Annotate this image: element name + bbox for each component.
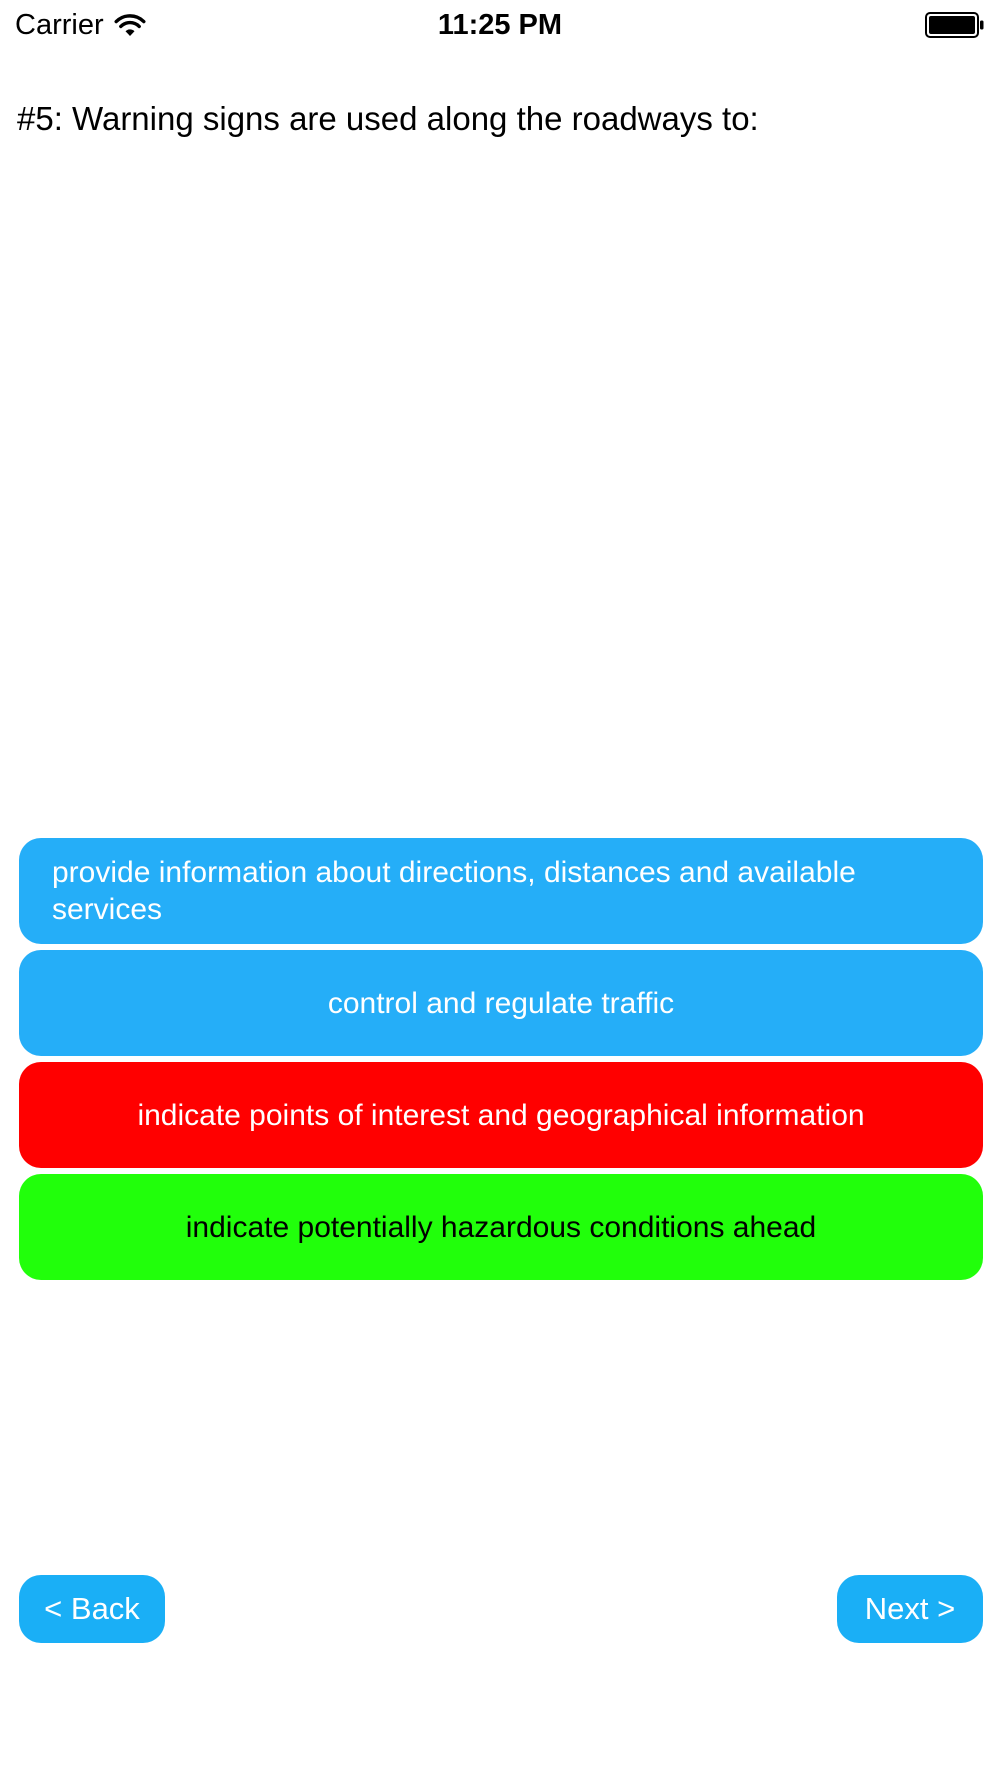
answer-option-label: control and regulate traffic (327, 986, 675, 1020)
question-text: #5: Warning signs are used along the roadways to: (17, 100, 759, 137)
answer-option-1[interactable] (19, 838, 983, 944)
status-time: 11:25 PM (437, 9, 563, 41)
answer-option-label: indicate points of interest and geographical information (137, 1098, 865, 1132)
answer-option-label: provide information about directions, distances and available services (52, 856, 856, 926)
answer-option-4[interactable] (19, 1174, 983, 1280)
status-bar (0, 0, 1000, 50)
next-button[interactable]: Next > (837, 1575, 983, 1643)
answer-option-2[interactable] (19, 950, 983, 1056)
carrier-label: Carrier (15, 9, 104, 41)
answer-option-3[interactable] (19, 1062, 983, 1168)
battery-icon (925, 12, 985, 38)
answer-list (19, 838, 983, 1286)
answer-option-label: indicate potentially hazardous conditions ahead (185, 1210, 817, 1244)
back-button[interactable]: < Back (19, 1575, 165, 1643)
